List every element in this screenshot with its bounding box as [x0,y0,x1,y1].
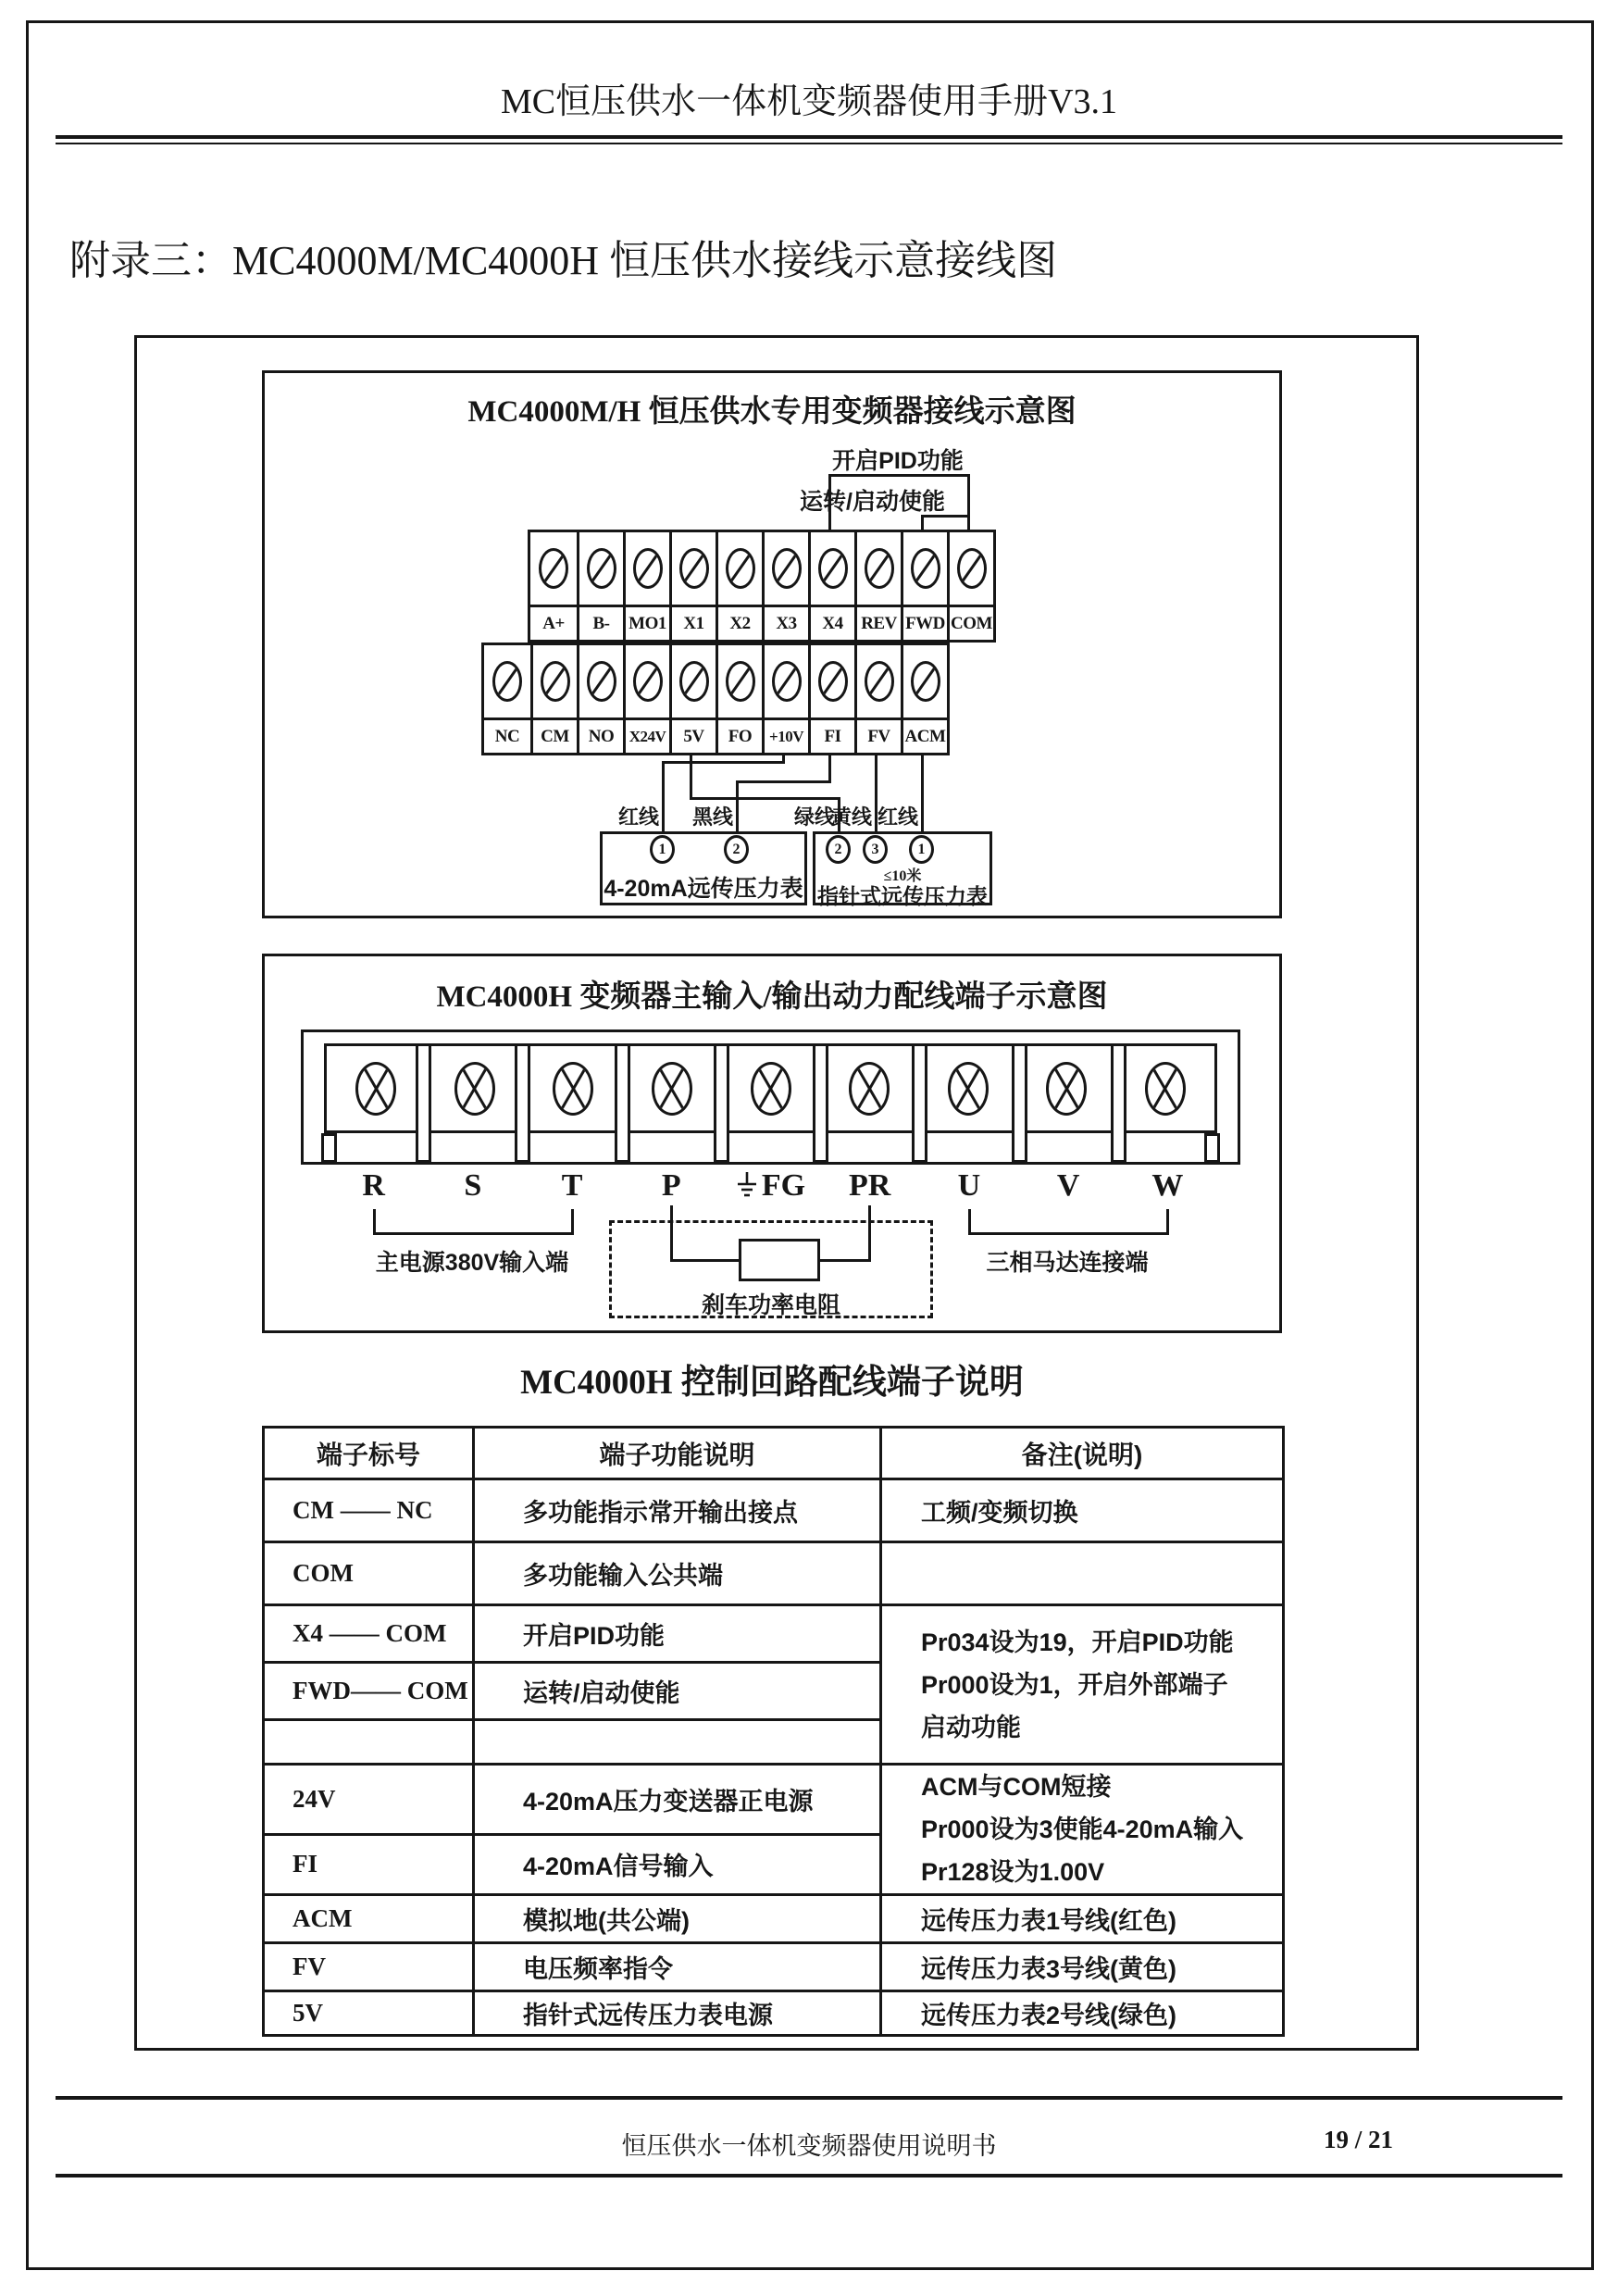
screw-icon [587,661,616,702]
cell-function: 4-20mA压力变送器正电源 [474,1765,881,1835]
wire-p [670,1205,673,1262]
cell-terminal: FWD—— COM [264,1663,474,1720]
cell-remark: 工频/变频切换 [881,1479,1284,1542]
cell-function: 模拟地(共公端) [474,1895,881,1943]
terminal-no [577,645,623,753]
pin-number: 1 [917,841,926,857]
terminal-x4 [808,532,854,640]
ground-icon [736,1172,758,1200]
screw-x-icon [751,1062,791,1116]
barrier-tab [1012,1043,1027,1163]
col-header-function: 端子功能说明 [474,1428,881,1479]
screw-x-icon [1046,1062,1087,1116]
power-terminal-fg [721,1046,820,1130]
terminal-plus10v [762,645,808,753]
header-rule-bottom [56,143,1562,144]
gauge-pin [863,835,888,864]
footer-text: 恒压供水一体机变频器使用说明书 [621,2132,997,2160]
terminal-label: B- [579,605,623,640]
screw-icon [726,548,755,589]
remark-line: Pr034设为19，开启PID功能 [921,1628,1234,1656]
cell-terminal: FI [264,1834,474,1894]
cell-terminal: FV [264,1943,474,1991]
barrier-tab [1204,1133,1220,1163]
table-title: MC4000H 控制回路配线端子说明 [520,1364,1024,1402]
screw-icon [818,548,848,589]
remark-line: Pr000设为3使能4-20mA输入 [921,1816,1244,1843]
screw-icon [633,661,663,702]
terminal-rev [854,532,901,640]
gauge-420ma-label: 4-20mA远传压力表 [604,876,803,902]
terminal-x2 [716,532,762,640]
cell-terminal: 24V [264,1765,474,1835]
annotation-pid-label: 开启PID功能 [832,448,964,474]
terminal-5v [669,645,716,753]
cell-function [474,1720,881,1765]
wire-black [736,780,739,835]
screw-icon [587,548,616,589]
gauge-pin [724,835,749,864]
pin-number: 1 [658,841,666,857]
screw-x-icon [355,1062,396,1116]
screw-icon [539,548,568,589]
col-header-remark: 备注(说明) [881,1428,1284,1479]
wire-pr [868,1205,871,1262]
terminal-label: NO [579,718,623,753]
wire-label-yellow: 黄线 [830,805,872,829]
wire-red2 [921,755,924,835]
terminal-fv [854,645,901,753]
power-label-fg-text: FG [761,1168,806,1203]
header-title: MC恒压供水一体机变频器使用手册V3.1 [500,82,1118,121]
terminal-label: X24V [626,718,669,753]
wire-5v-jog [690,797,840,800]
wire-label-green: 绿线 [793,805,835,829]
power-terminal-p [623,1046,722,1130]
table-row [264,1991,1284,2036]
wire-label-red1: 红线 [617,805,659,829]
terminal-fo [716,645,762,753]
power-terminal-r [327,1046,426,1130]
gauge-pointer-label: 指针式远传压力表 [817,884,988,908]
wire-fi-jog [736,780,831,783]
terminal-nc [484,645,530,753]
table-row [264,1895,1284,1943]
screw-icon [865,661,894,702]
terminal-fi [808,645,854,753]
brake-resistor-label: 刹车功率电阻 [701,1292,840,1318]
bracket-t [571,1209,574,1235]
terminal-label: COM [950,605,993,640]
terminal-label: CM [533,718,577,753]
motor-label: 三相马达连接端 [986,1250,1149,1276]
terminal-label: X2 [718,605,762,640]
cell-remark [881,1542,1284,1605]
screw-icon [911,548,940,589]
screw-icon [679,548,709,589]
footer-rule-bottom [56,2174,1562,2177]
screw-icon [911,661,940,702]
barrier-tab [912,1043,927,1163]
table-row [264,1765,1284,1835]
cell-remark: 远传压力表3号线(黄色) [881,1943,1284,1991]
power-terminal-s [426,1046,525,1130]
table-row [264,1542,1284,1605]
terminal-label: X1 [672,605,716,640]
cell-remark-merged-420 [881,1765,1284,1895]
col-header-terminal: 端子标号 [264,1428,474,1479]
terminal-label: X3 [765,605,808,640]
resistor-body [739,1239,820,1281]
cell-function: 多功能输入公共端 [474,1542,881,1605]
barrier-tab [813,1043,828,1163]
diagram2-title: MC4000H 变频器主输入/输出动力配线端子示意图 [436,980,1108,1014]
bracket-u [968,1209,971,1235]
terminal-label: MO1 [626,605,669,640]
power-terminal-bar [324,1043,1217,1133]
terminal-label: FWD [903,605,947,640]
power-terminal-u [918,1046,1017,1130]
bracket-uw [968,1232,1169,1235]
power-label-s: S [464,1168,482,1203]
remark-line: Pr128设为1.00V [921,1858,1105,1886]
barrier-tab [1111,1043,1126,1163]
cell-terminal: CM —— NC [264,1479,474,1542]
terminal-mo1 [623,532,669,640]
table-row [264,1605,1284,1663]
screw-icon [679,661,709,702]
terminal-description-table [262,1426,1285,2037]
cell-remark: 远传压力表1号线(红色) [881,1895,1284,1943]
power-label-p: P [661,1168,681,1203]
pin-number: 2 [834,841,842,857]
power-terminal-t [524,1046,623,1130]
screw-x-icon [1145,1062,1186,1116]
screw-icon [541,661,570,702]
cell-terminal: COM [264,1542,474,1605]
screw-icon [865,548,894,589]
gauge-distance-label: ≤10米 [883,868,922,884]
screw-icon [726,661,755,702]
bracket-r [373,1209,376,1235]
terminal-x24v [623,645,669,753]
terminal-label: ACM [903,718,947,753]
wire-10v-jog [662,761,785,764]
cell-function: 指针式远传压力表电源 [474,1991,881,2036]
power-label-pr: PR [849,1168,891,1203]
cell-terminal: ACM [264,1895,474,1943]
terminal-label: A+ [530,605,577,640]
cell-function: 多功能指示常开输出接点 [474,1479,881,1542]
screw-icon [957,548,987,589]
power-input-label: 主电源380V输入端 [375,1250,569,1276]
cell-function: 电压频率指令 [474,1943,881,1991]
power-label-r: R [362,1168,385,1203]
gauge-pin [650,835,675,864]
remark-line: ACM与COM短接 [921,1773,1112,1801]
power-label-u: U [957,1168,981,1203]
terminal-label: REV [857,605,901,640]
terminal-cm [530,645,577,753]
cell-function: 4-20mA信号输入 [474,1834,881,1894]
wire-5v-drop [690,755,692,800]
screw-x-icon [553,1062,593,1116]
terminal-label: FO [718,718,762,753]
appendix-title: 附录三：MC4000M/MC4000H 恒压供水接线示意接线图 [69,238,1058,283]
terminal-label: NC [484,718,530,753]
terminal-strip-top [528,530,996,643]
power-terminal-pr [820,1046,919,1130]
terminal-x3 [762,532,808,640]
power-terminal-v [1017,1046,1116,1130]
screw-icon [492,661,522,702]
barrier-tab [321,1133,337,1163]
screw-x-icon [652,1062,692,1116]
power-label-v: V [1056,1168,1080,1203]
cell-remark: 远传压力表2号线(绿色) [881,1991,1284,2036]
power-terminal-w [1116,1046,1215,1130]
terminal-label: FV [857,718,901,753]
footer-rule-top [56,2096,1562,2100]
terminal-x1 [669,532,716,640]
barrier-tab [615,1043,630,1163]
table-row [264,1943,1284,1991]
cell-function: 运转/启动使能 [474,1663,881,1720]
cell-remark-merged-pid [881,1605,1284,1765]
screw-icon [633,548,663,589]
terminal-com [947,532,993,640]
diagram1-title: MC4000M/H 恒压供水专用变频器接线示意图 [467,395,1077,429]
cell-terminal [264,1720,474,1765]
gauge-pin [826,835,851,864]
wire-run-top [921,515,970,518]
cell-terminal: X4 —— COM [264,1605,474,1663]
screw-icon [772,661,802,702]
bracket-w [1166,1209,1169,1235]
barrier-tab [515,1043,530,1163]
pin-number: 2 [732,841,741,857]
wire-label-black: 黑线 [691,805,733,829]
wire-fi-drop [828,755,831,783]
resistor-lead-right [818,1259,871,1262]
power-label-t: T [561,1168,583,1203]
terminal-label: 5V [672,718,716,753]
footer-page-number: 19 / 21 [1323,2126,1393,2153]
remark-line: Pr000设为1，开启外部端子 [921,1670,1228,1699]
remark-line: 启动功能 [921,1713,1021,1741]
terminal-b-minus [577,532,623,640]
wire-pid-top [828,474,970,477]
screw-x-icon [948,1062,989,1116]
terminal-label: X4 [811,605,854,640]
terminal-label: FI [811,718,854,753]
header-rule-top [56,135,1562,139]
cell-function: 开启PID功能 [474,1605,881,1663]
wire-red1 [662,761,665,835]
terminal-a-plus [530,532,577,640]
terminal-acm [901,645,947,753]
bracket-rt [373,1232,574,1235]
terminal-strip-bottom [481,643,950,755]
terminal-label: +10V [765,718,808,753]
gauge-pin [909,835,934,864]
barrier-tab [714,1043,729,1163]
power-label-fg [721,1168,820,1204]
power-terminal-labels [324,1168,1217,1204]
cell-terminal: 5V [264,1991,474,2036]
screw-x-icon [849,1062,890,1116]
screw-x-icon [454,1062,495,1116]
screw-icon [818,661,848,702]
table-row [264,1479,1284,1542]
annotation-run-label: 运转/启动使能 [800,489,945,515]
terminal-fwd [901,532,947,640]
barrier-tab [416,1043,431,1163]
wire-label-red2: 红线 [877,805,918,829]
pin-number: 3 [871,841,879,857]
table-header-row [264,1428,1284,1479]
power-label-w: W [1151,1168,1184,1203]
resistor-lead-left [670,1259,741,1262]
wire-run-fwd [921,515,924,530]
screw-icon [772,548,802,589]
